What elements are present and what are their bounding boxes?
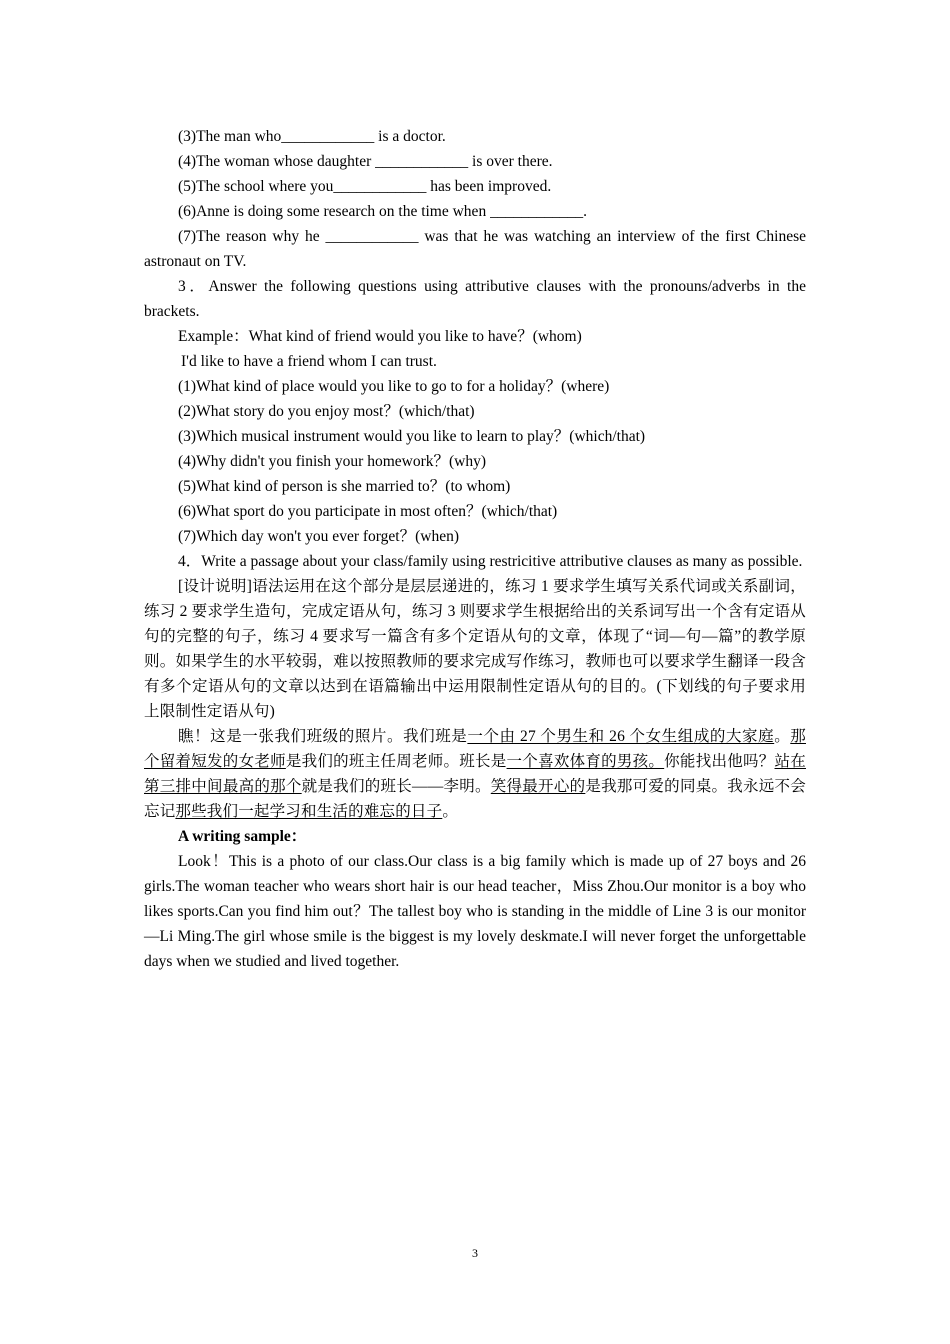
ex2-item-5: (5)The school where you____________ has been improved. [178,178,552,195]
cn-text: 就是我们的班长——李明。 [301,778,491,795]
ex3-example-question: Example：What kind of friend would you like to have？(whom) [178,328,582,345]
ex2-item-7: (7)The reason why he ____________ was that he was watching an interview of the first Chinese astronaut on TV. [144,228,806,270]
ex3-question-5: (5)What kind of person is she married to？(to whom) [178,478,511,495]
cn-text: 是我们的班主任周老师。班长是 [285,753,507,770]
design-note: [设计说明]语法运用在这个部分是层层递进的，练习 1 要求学生填写关系代词或关系副词，练习 2 要求学生造句，完成定语从句，练习 3 则要求学生根据给出的关系词写出一个含有定语从句的完整的句子，练习 4 要求写一篇含有多个定语从句的文章，体现了“词—句—篇”的教学原则。如果学生的水平较弱，难以按照教师的要求完成写作练习，教师也可以要求学生翻译一段含有多个定语从句的文章以达到在语篇输出中运用限制性定语从句的目的。(下划线的句子要求用上限制性定语从句) [144,578,806,720]
ex3-question-1: (1)What kind of place would you like to go to for a holiday？(where) [178,378,610,395]
sample-heading: A writing sample： [178,828,307,845]
cn-text: 你能找出他吗？ [664,753,775,770]
ex3-question-2: (2)What story do you enjoy most？(which/that) [178,403,475,420]
cn-underlined: 站在第三排中间最高的那个 [144,753,806,795]
cn-underlined: 一个由 27 个男生和 26 个女生组成的大家庭 [467,728,775,745]
ex2-item-6: (6)Anne is doing some research on the time when ____________. [178,203,587,220]
ex2-item-3: (3)The man who____________ is a doctor. [178,128,446,145]
ex3-question-4: (4)Why didn't you finish your homework？(why) [178,453,487,470]
ex2-item-4: (4)The woman whose daughter ____________ is over there. [178,153,553,170]
sample-text: Look！This is a photo of our class.Our class is a big family which is made up of 27 boys and 26 girls.The woman teacher who wears short hair is our head teacher，Miss Zhou.Our monitor is a boy who likes sports.Can you find him out？The tallest boy who is standing in the middle of Line 3 is our monitor—Li Ming.The girl whose smile is the biggest is my lovely deskmate.I will never forget the unforgettable days when we studied and lived together. [144,853,806,970]
chinese-passage [144,724,806,824]
page-number: 3 [472,1246,478,1260]
ex3-question-7: (7)Which day won't you ever forget？(when) [178,528,459,545]
cn-underlined: 一个喜欢体育的男孩。 [506,753,665,770]
ex3-question-6: (6)What sport do you participate in most often？(which/that) [178,503,558,520]
cn-text: 是我那可爱的同桌。我永远不会忘记 [144,778,806,820]
ex3-instruction: 3．Answer the following questions using attributive clauses with the pronouns/adverbs in the brackets. [144,278,806,320]
cn-underlined: 笑得最开心的 [490,778,586,795]
ex3-question-3: (3)Which musical instrument would you like to learn to play？(which/that) [178,428,646,445]
cn-text: 瞧！这是一张我们班级的照片。我们班是 [178,728,468,745]
cn-text: 。 [442,803,459,820]
page-content [144,124,806,974]
cn-text: 。 [774,728,791,745]
cn-underlined: 那个留着短发的女老师 [144,728,806,770]
cn-underlined: 那些我们一起学习和生活的难忘的日子 [175,803,443,820]
ex3-example-answer: I'd like to have a friend whom I can trust. [181,353,437,370]
ex4-instruction: 4．Write a passage about your class/family using restricitive attributive clauses as many as possible. [178,553,803,570]
